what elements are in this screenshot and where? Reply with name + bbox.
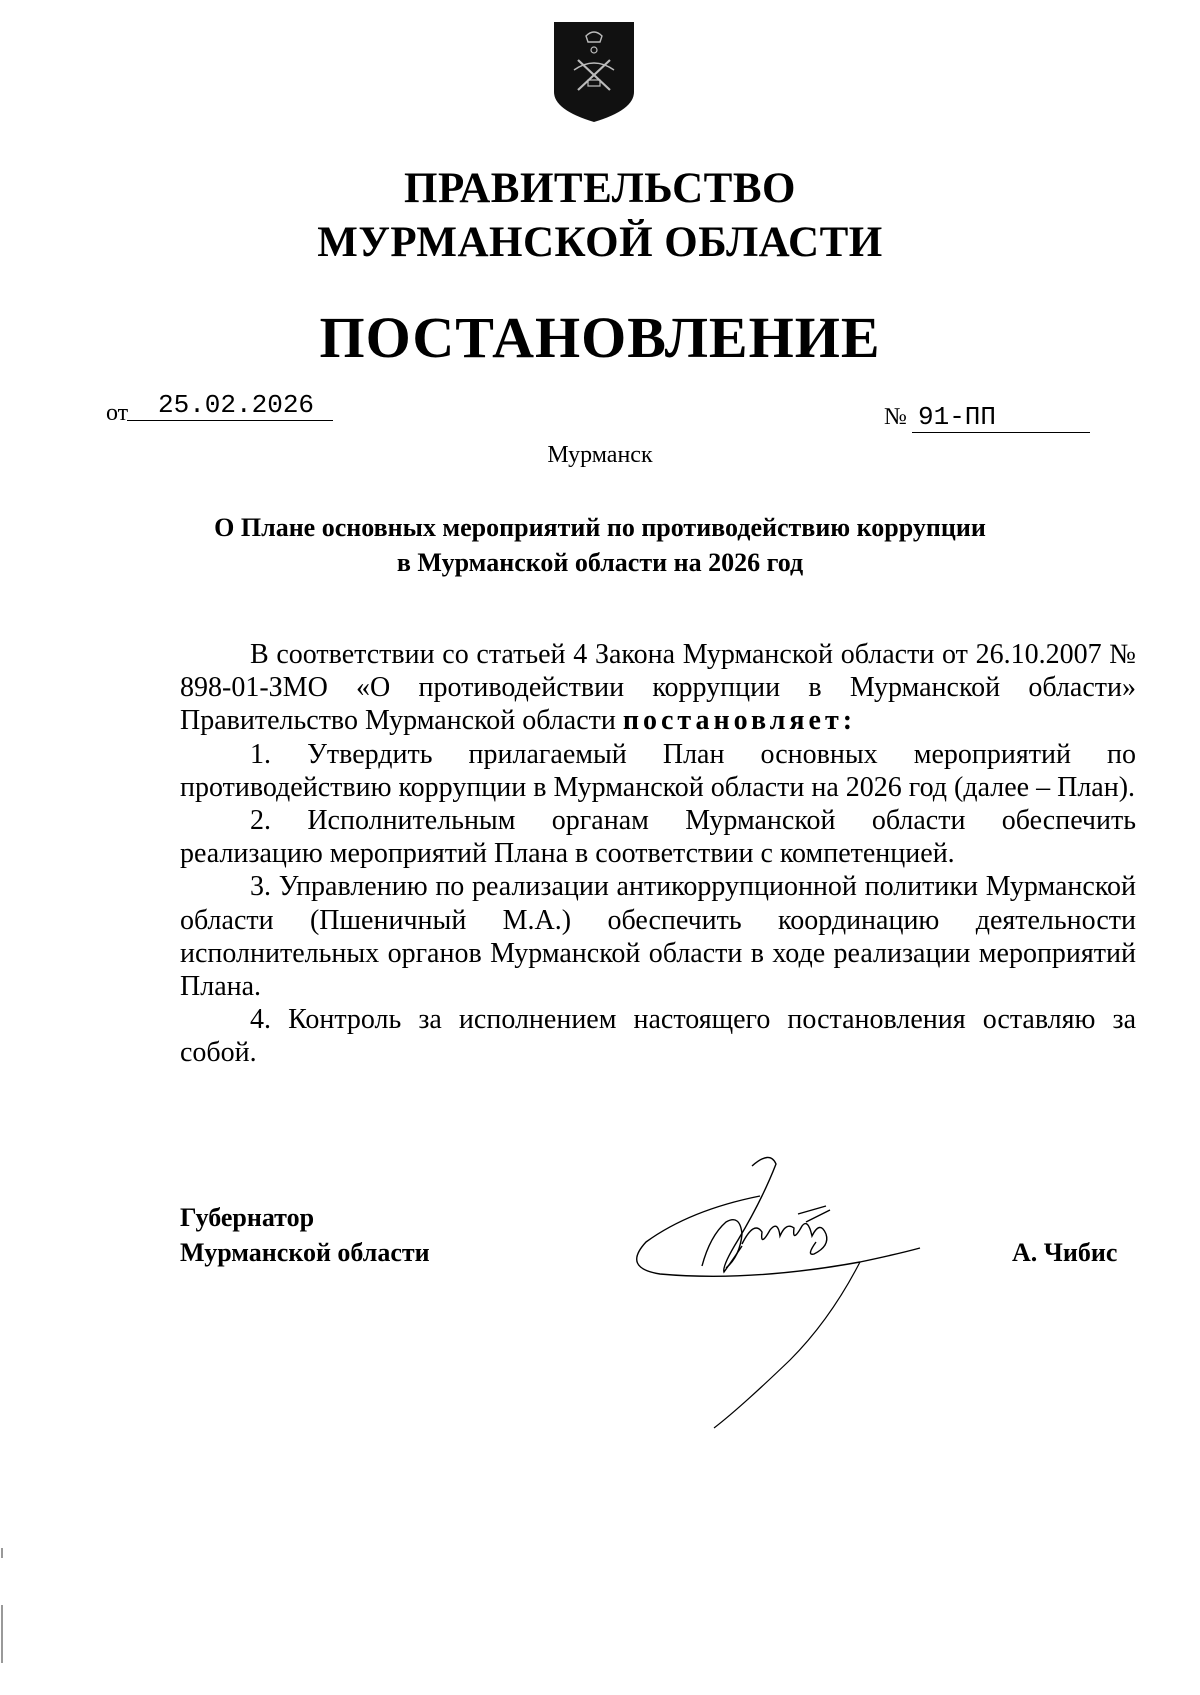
signatory-title-line2: Мурманской области (180, 1238, 430, 1267)
signatory-name: А. Чибис (1012, 1238, 1118, 1267)
number-value: 91-ПП (918, 402, 997, 432)
intro-paragraph (180, 638, 1136, 738)
clause-paragraph: 4. Контроль за исполнением настоящего постановления оставляю за собой. (180, 1004, 1136, 1069)
clause-paragraph: 1. Утвердить прилагаемый План основных мероприятий по противодействию коррупции в Мурманской области на 2026 год (далее – План). (180, 738, 1136, 803)
resolves-word: постановляет: (622, 705, 857, 737)
scan-edge-mark (1, 1605, 3, 1663)
city: Мурманск (547, 442, 653, 468)
handwritten-signature (630, 1150, 950, 1430)
coat-of-arms-emblem (552, 20, 636, 124)
government-title (0, 162, 1200, 270)
date-underline (127, 420, 333, 421)
signatory-title (180, 1200, 430, 1270)
date-label: от (106, 400, 129, 426)
intro-text: В соответствии со статьей 4 Закона Мурманской области от 26.10.2007 № 898-01-ЗМО «О противодействии коррупции в Мурманской области» Правительство Мурманской области (180, 639, 1136, 737)
subject-line2: в Мурманской области на 2026 год (396, 548, 804, 577)
clause-paragraph: 2. Исполнительным органам Мурманской области обеспечить реализацию мероприятий Плана в соответствии с компетенцией. (180, 805, 1136, 870)
government-title-line1: ПРАВИТЕЛЬСТВО (404, 165, 796, 212)
date-value: 25.02.2026 (158, 390, 315, 420)
document-body (180, 638, 1136, 1070)
clause-paragraph: 3. Управлению по реализации антикоррупционной политики Мурманской области (Пшеничный М.А.) обеспечить координацию деятельности исполнительных органов Мурманской области в ходе реализации мероприятий Плана. (180, 871, 1136, 1003)
government-title-line2: МУРМАНСКОЙ ОБЛАСТИ (317, 219, 883, 266)
number-underline (912, 432, 1090, 433)
signatory-title-line1: Губернатор (180, 1203, 315, 1232)
subject-line1: О Плане основных мероприятий по противодействию коррупции (214, 513, 986, 542)
document-type-heading: ПОСТАНОВЛЕНИЕ (319, 305, 881, 370)
document-subject (150, 510, 1050, 580)
number-label: № (884, 404, 907, 430)
scan-edge-mark (1, 1548, 3, 1558)
